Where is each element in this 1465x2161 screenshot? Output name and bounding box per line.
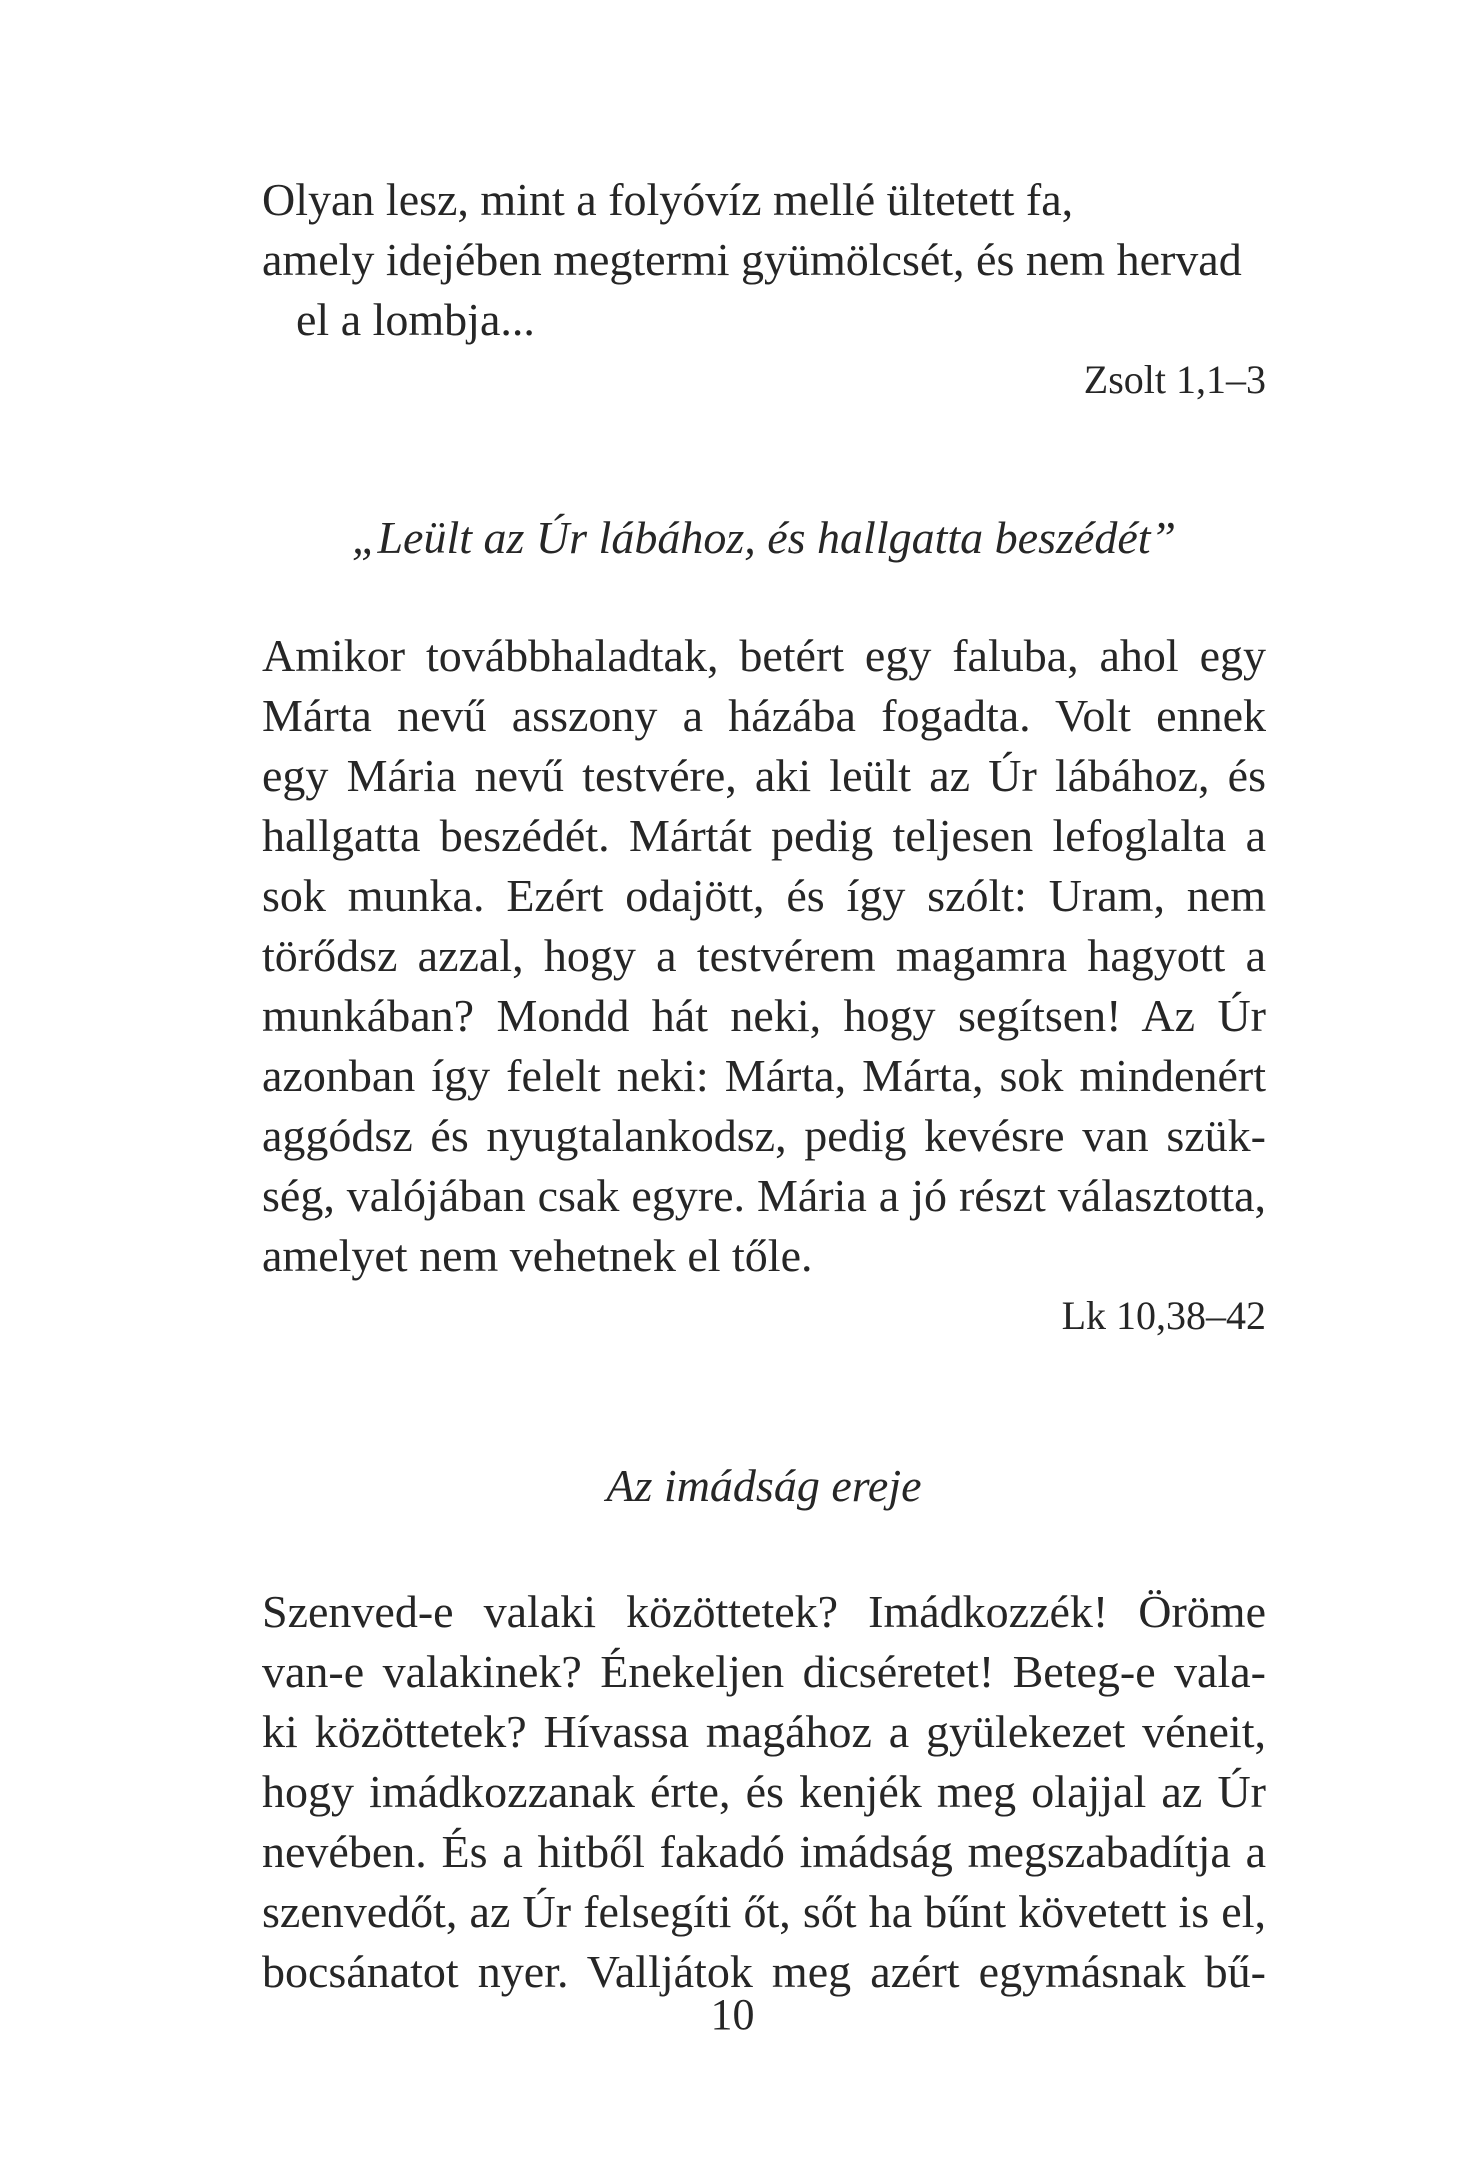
paragraph-line: van-e valakinek? Énekeljen dicséretet! Beteg-e vala- [262, 1646, 1266, 1697]
paragraph-line: Amikor továbbhaladtak, betért egy faluba, ahol egy [262, 630, 1266, 681]
paragraph-line: hogy imádkozzanak érte, és kenjék meg olajjal az Úr [262, 1766, 1266, 1817]
verse-line: Olyan lesz, mint a folyóvíz mellé ültetett fa, [262, 174, 1074, 225]
section-paragraph [262, 1582, 1266, 2002]
verse-line: el a lombja... [296, 294, 535, 345]
paragraph-line: bocsánatot nyer. Valljátok meg azért egymásnak bű- [262, 1946, 1266, 1997]
verse-block [262, 170, 1266, 410]
section-reference: Lk 10,38–42 [1061, 1293, 1266, 1338]
paragraph-line: törődsz azzal, hogy a testvérem magamra hagyott a [262, 930, 1266, 981]
paragraph-line: amelyet nem vehetnek el tőle. [262, 1230, 813, 1281]
paragraph-line: aggódsz és nyugtalankodsz, pedig kevésre van szük- [262, 1110, 1266, 1161]
page-number: 10 [710, 1990, 755, 2039]
paragraph-line: munkában? Mondd hát neki, hogy segítsen! Az Úr [262, 990, 1266, 1041]
section-heading: Az imádság ereje [606, 1460, 922, 1511]
section-heading: „Leült az Úr lábához, és hallgatta beszédét” [351, 512, 1177, 563]
verse-line: amely idejében megtermi gyümölcsét, és nem hervad [262, 234, 1242, 285]
paragraph-line: ki közöttetek? Hívassa magához a gyülekezet véneit, [262, 1706, 1266, 1757]
page-body [262, 170, 1266, 2002]
paragraph-line: azonban így felelt neki: Márta, Márta, sok mindenért [262, 1050, 1266, 1101]
paragraph-line: szenvedőt, az Úr felsegíti őt, sőt ha bűnt követett is el, [262, 1886, 1266, 1937]
paragraph-line: Szenved-e valaki közöttetek? Imádkozzék! Öröme [262, 1586, 1266, 1637]
paragraph-line: Márta nevű asszony a házába fogadta. Volt ennek [262, 690, 1266, 741]
verse-reference: Zsolt 1,1–3 [1083, 357, 1266, 402]
paragraph-line: sok munka. Ezért odajött, és így szólt: Uram, nem [262, 870, 1266, 921]
paragraph-line: ség, valójában csak egyre. Mária a jó részt választotta, [262, 1170, 1266, 1221]
paragraph-line: egy Mária nevű testvére, aki leült az Úr lábához, és [262, 750, 1266, 801]
section-paragraph [262, 626, 1266, 1346]
paragraph-line: hallgatta beszédét. Mártát pedig teljesen lefoglalta a [262, 810, 1266, 861]
paragraph-line: nevében. És a hitből fakadó imádság megszabadítja a [262, 1826, 1266, 1877]
